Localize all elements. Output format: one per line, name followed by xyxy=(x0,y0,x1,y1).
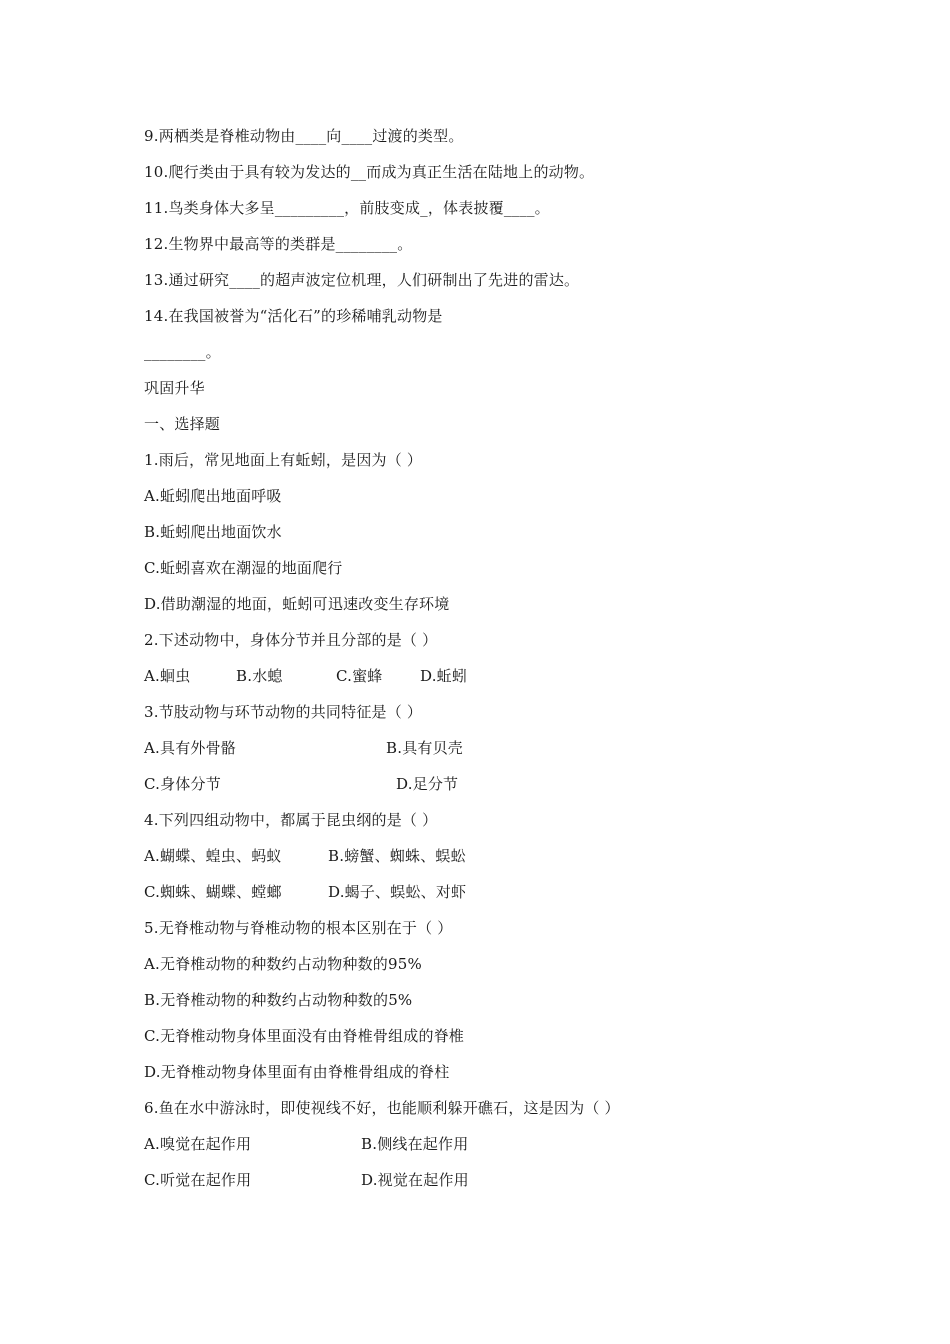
question-10: 10.爬行类由于具有较为发达的__而成为真正生活在陆地上的动物。 xyxy=(144,163,595,181)
choice-question-2-option-b: B.水螅 xyxy=(236,667,283,685)
choice-question-4-stem: 4.下列四组动物中，都属于昆虫纲的是（ ） xyxy=(144,811,438,829)
choice-question-2-stem: 2.下述动物中，身体分节并且分部的是（ ） xyxy=(144,631,438,649)
choice-question-1-option-b: B.蚯蚓爬出地面饮水 xyxy=(144,523,282,541)
question-14-blank: ________。 xyxy=(144,343,221,361)
choice-question-4-option-b: B.螃蟹、蜘蛛、蜈蚣 xyxy=(328,847,466,865)
choice-question-2-option-a: A.蛔虫 xyxy=(144,667,191,685)
choice-question-6-stem: 6.鱼在水中游泳时，即使视线不好，也能顺利躲开礁石，这是因为（ ） xyxy=(144,1099,620,1117)
choice-question-3-option-d: D.足分节 xyxy=(396,775,459,793)
choice-question-2-option-d: D.蚯蚓 xyxy=(420,667,468,685)
choice-question-4-option-c: C.蜘蛛、蝴蝶、螳螂 xyxy=(144,883,282,901)
choice-question-3-option-a: A.具有外骨骼 xyxy=(144,739,237,757)
choice-question-3-option-b: B.具有贝壳 xyxy=(386,739,463,757)
section-subtitle: 一、选择题 xyxy=(144,415,221,433)
choice-question-4-option-d: D.蝎子、蜈蚣、对虾 xyxy=(328,883,467,901)
choice-question-3-stem: 3.节肢动物与环节动物的共同特征是（ ） xyxy=(144,703,423,721)
question-11: 11.鸟类身体大多呈_________，前肢变成_，体表披覆____。 xyxy=(144,199,550,217)
choice-question-1-option-c: C.蚯蚓喜欢在潮湿的地面爬行 xyxy=(144,559,343,577)
choice-question-1-stem: 1.雨后，常见地面上有蚯蚓，是因为（ ） xyxy=(144,451,423,469)
question-9: 9.两栖类是脊椎动物由____向____过渡的类型。 xyxy=(144,127,464,145)
choice-question-6-option-a: A.嗅觉在起作用 xyxy=(144,1135,252,1153)
choice-question-5-option-c: C.无脊椎动物身体里面没有由脊椎骨组成的脊椎 xyxy=(144,1027,465,1045)
choice-question-1-option-d: D.借助潮湿的地面，蚯蚓可迅速改变生存环境 xyxy=(144,595,450,613)
choice-question-3-option-c: C.身体分节 xyxy=(144,775,221,793)
choice-question-6-option-c: C.听觉在起作用 xyxy=(144,1171,252,1189)
choice-question-6-option-b: B.侧线在起作用 xyxy=(361,1135,469,1153)
choice-question-1-option-a: A.蚯蚓爬出地面呼吸 xyxy=(144,487,282,505)
section-title: 巩固升华 xyxy=(144,379,205,397)
question-12: 12.生物界中最高等的类群是________。 xyxy=(144,235,413,253)
choice-question-5-option-a: A.无脊椎动物的种数约占动物种数的95% xyxy=(144,955,422,973)
choice-question-5-stem: 5.无脊椎动物与脊椎动物的根本区别在于（ ） xyxy=(144,919,453,937)
question-14: 14.在我国被誉为“活化石”的珍稀哺乳动物是 xyxy=(144,307,443,325)
choice-question-2-option-c: C.蜜蜂 xyxy=(336,667,383,685)
choice-question-5-option-d: D.无脊椎动物身体里面有由脊椎骨组成的脊柱 xyxy=(144,1063,450,1081)
question-13: 13.通过研究____的超声波定位机理，人们研制出了先进的雷达。 xyxy=(144,271,580,289)
choice-question-4-option-a: A.蝴蝶、蝗虫、蚂蚁 xyxy=(144,847,282,865)
choice-question-6-option-d: D.视觉在起作用 xyxy=(361,1171,469,1189)
choice-question-5-option-b: B.无脊椎动物的种数约占动物种数的5% xyxy=(144,991,413,1009)
